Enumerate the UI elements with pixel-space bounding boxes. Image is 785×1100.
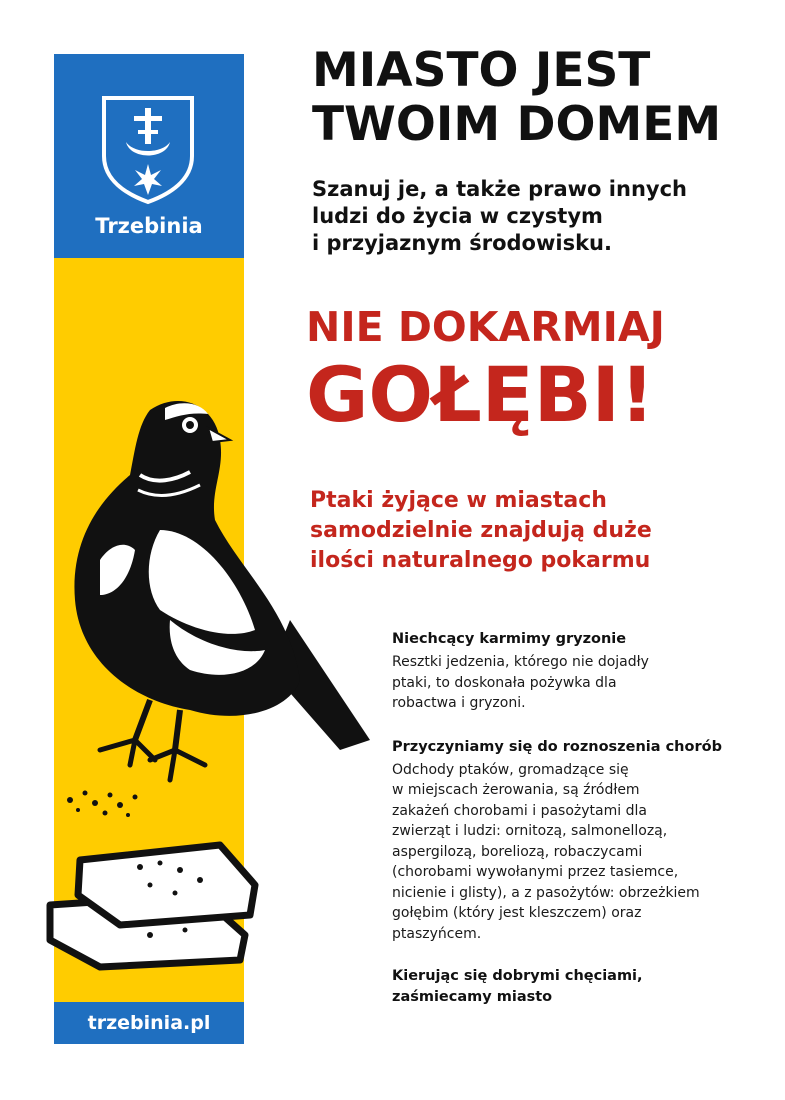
coat-of-arms-icon [100, 94, 196, 206]
headline-line: TWOIM DOMEM [312, 97, 722, 152]
text-line: zakażeń chorobami i pasożytami dla [392, 802, 647, 819]
headline [312, 44, 762, 152]
text-line: aspergilozą, boreliozą, robaczycami [392, 843, 643, 860]
text-line: robactwa i gryzoni. [392, 695, 526, 711]
info-column [392, 628, 762, 1030]
text-line: ptaszyńcem. [392, 925, 482, 942]
warning-subtitle [310, 486, 770, 576]
text-line: nicienie i glisty), a z pasożytów: obrzeżkiem [392, 884, 700, 901]
brand-name: Trzebinia [95, 214, 203, 238]
section-rodents [392, 628, 762, 714]
section-title: Przyczyniamy się do roznoszenia chorób [392, 738, 722, 755]
section-title-line: Kierując się dobrymi chęciami, [392, 968, 643, 984]
section-title: Niechcący karmimy gryzonie [392, 631, 627, 647]
subheadline-line: Szanuj je, a także prawo innych [312, 177, 687, 201]
section-title-line: zaśmiecamy miasto [392, 989, 553, 1005]
text-line: ptaki, to doskonała pożywka dla [392, 674, 617, 691]
section-text [392, 652, 762, 714]
warning-line-1: NIE DOKARMIAJ [306, 303, 665, 351]
section-diseases [392, 736, 762, 945]
bread-slices-illustration [40, 775, 270, 975]
text-line: w miejscach żerowania, są źródłem [392, 782, 640, 798]
website-link[interactable]: trzebinia.pl [87, 1012, 211, 1034]
section-litter [392, 966, 762, 1008]
text-line: zwierząt i ludzi: ornitozą, salmonellozą, [392, 823, 668, 839]
warning-subtitle-line: Ptaki żyjące w miastach [310, 488, 607, 513]
section-text [392, 760, 762, 945]
pigeon-illustration [40, 380, 380, 800]
text-line: Resztki jedzenia, którego nie dojadły [392, 654, 649, 670]
subheadline-line: ludzi do życia w czystym [312, 204, 603, 228]
subheadline-line: i przyjaznym środowisku. [312, 231, 612, 255]
text-line: (chorobami wywołanymi przez tasiemce, [392, 864, 679, 880]
warning-subtitle-line: samodzielnie znajdują duże [310, 518, 652, 543]
subheadline [312, 176, 762, 257]
text-line: Odchody ptaków, gromadzące się [392, 761, 629, 778]
headline-line: MIASTO JEST [312, 43, 651, 98]
warning-line-2: GOŁĘBI! [306, 350, 655, 439]
warning-subtitle-line: ilości naturalnego pokarmu [310, 548, 651, 573]
text-line: gołębim (który jest kleszczem) oraz [392, 905, 642, 921]
